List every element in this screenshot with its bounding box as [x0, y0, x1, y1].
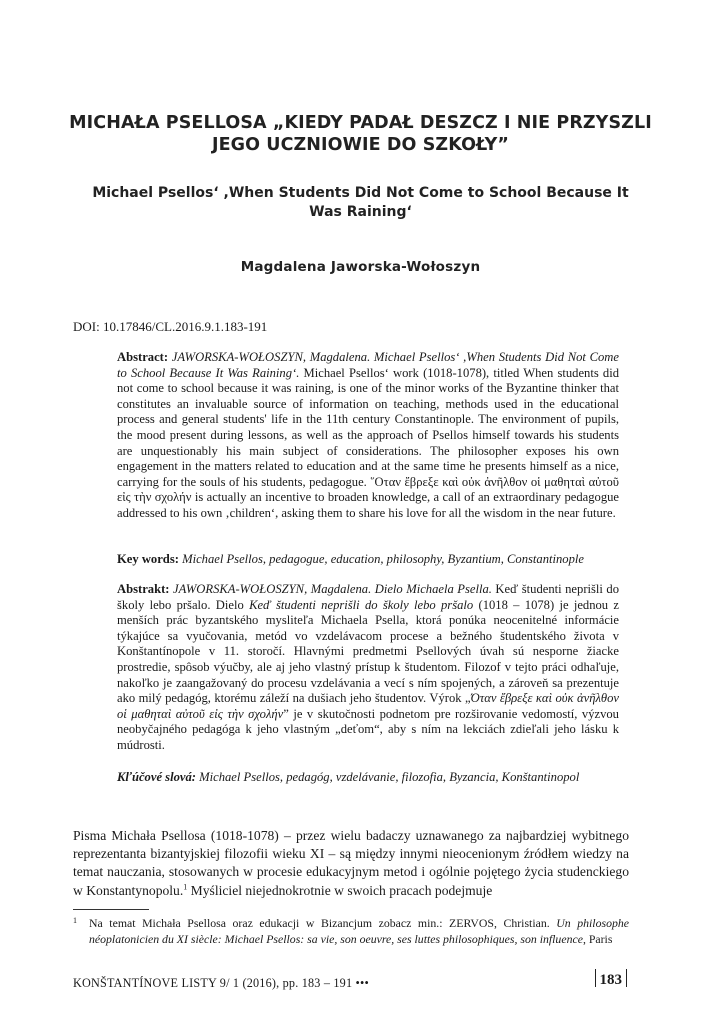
footnote-text-b: , Paris	[582, 932, 613, 946]
journal-footer	[73, 975, 369, 991]
klucove-slova-label: Kľúčové slová:	[117, 770, 196, 784]
body-text-b: Myśliciel niejednokrotnie w swoich pracach podejmuje	[187, 882, 493, 898]
abstrakt-work-title: Keď študenti neprišli do školy lebo pršalo	[249, 597, 474, 612]
author-name: Magdalena Jaworska-Wołoszyn	[240, 259, 481, 275]
abstract-slovak	[117, 582, 619, 754]
keywords-label: Key words:	[117, 552, 179, 566]
footnote-divider	[73, 909, 149, 910]
footer-dots: •••	[355, 976, 369, 990]
keywords-english	[117, 552, 619, 568]
abstract-english	[117, 350, 619, 522]
page-number-bar-right	[626, 969, 627, 987]
footnote-reference[interactable]: 1	[183, 882, 188, 892]
footnote-number: 1	[73, 916, 77, 925]
doi-line: DOI: 10.17846/CL.2016.9.1.183-191	[73, 319, 268, 334]
article-title: MICHAŁA PSELLOSA „KIEDY PADAŁ DESZCZ I NIE PRZYSZLI JEGO UCZNIOWIE DO SZKOŁY”	[69, 113, 652, 155]
abstrakt-text-c: ” je v skutočnosti podnetom pre rozširovanie vedomostí, výzvou neobyčajného pedagóga k jeho vlastným „deťom“, aby s ním na lekciách zdieľali jeho lásku k múdrosti.	[117, 706, 619, 752]
journal-citation: KONŠTANTÍNOVE LISTY 9/ 1 (2016), pp. 183 – 191	[73, 976, 353, 990]
abstrakt-citation: JAWORSKA-WOŁOSZYN, Magdalena. Dielo Michaela Psella.	[173, 582, 492, 596]
page-number-box	[591, 969, 632, 990]
keywords-text: Michael Psellos, pedagogue, education, philosophy, Byzantium, Constantinople	[182, 552, 584, 566]
footnote-text-a: Na temat Michała Psellosa oraz edukacji w Bizancjum zobacz min.: ZERVOS, Christian.	[89, 916, 550, 930]
page-number: 183	[599, 972, 622, 988]
klucove-slova-text: Michael Psellos, pedagóg, vzdelávanie, filozofia, Byzancia, Konštantinopol	[199, 770, 580, 784]
body-text-a: Pisma Michała Psellosa (1018-1078) – przez wielu badaczy uznawanego za najbardziej wybitnego reprezentanta bizantyjskiej filozofii wieku XI – są między innymi nieocenionym źródłem wiedzy na temat nauczania, stosowanych w procesie edukacyjnym metod i ogólnie pojętego życia studenckiego w Konstantynopolu.	[73, 828, 629, 898]
abstrakt-text-b: (1018 – 1078) je jednou z menších prác byzantského mysliteľa Michaela Psella, ktorá ponúka neocenitelné informácie týkajúce sa vyučovania, metód vo vzdelávacom procese a bežného študentského života v Konštantínopole v 11. storočí. Hlavnými predmetmi Psellových úvah sú nesporne žiacke prostredie, spôsob výučby, ale aj jeho vlastný prístup k študentom. Filozof v tejto práci odhaľuje, nakoľko je zaangažovaný do procesu vzdelávania a vecí s ním spojených, a zároveň sa prezentuje ako milý pedagóg, ktorému záleží na dušiach jeho študentov. Výrok „	[117, 597, 619, 706]
footnote-book-title: Un philosophe néoplatonicien du XI siècle: Michael Psellos: sa vie, son oeuvre, ses luttes philosophiques, son influence	[89, 916, 629, 946]
footnote	[73, 915, 629, 947]
abstract-citation: JAWORSKA-WOŁOSZYN, Magdalena. Michael Psellos‘ ,When Students Did Not Come to School Because It Was Raining‘.	[117, 350, 619, 380]
abstrakt-label: Abstrakt:	[117, 582, 170, 596]
abstract-text: Michael Psellos‘ work (1018-1078), titled When students did not come to school because it was raining, is one of the minor works of the Byzantine thinker that constitutes an invaluable source of information on teaching, methods used in the educational process and general students' life in the 11th century Constantinople. The environment of pupils, the mood present during lessons, as well as the approach of Psellos himself towards his students are unquestionably his main subject of considerations. The philosopher exposes his own engagement in the matters related to education and at the same time he presents himself as a nice, carrying for the souls of his students, pedagogue. ῞Οταν ἔβρεξε καὶ οὐκ ἀνῆλθον οἱ μαθηταὶ αὐτοῦ εἰς τὴν σχολήν is actually an incentive to broaden knowledge, a call of an extraordinary pedagogue addressed to his own ‚children‘, asking them to share his love for all the wisdom in the near future.	[117, 365, 620, 520]
keywords-slovak	[117, 770, 619, 786]
abstract-label: Abstract:	[117, 350, 169, 364]
article-subtitle: Michael Psellos‘ ,When Students Did Not Come to School Because It Was Raining‘	[92, 185, 629, 220]
body-paragraph	[73, 827, 629, 900]
abstrakt-text-a: Keď študenti neprišli do školy lebo pršalo. Dielo	[117, 582, 620, 612]
page-number-bar-left	[595, 969, 596, 987]
abstrakt-greek-quote: Όταν ἔβρεξε καὶ οὐκ ἀνῆλθον οἱ μαθηταὶ αὐτοῦ εἰς τὴν σχολήν	[117, 691, 620, 721]
